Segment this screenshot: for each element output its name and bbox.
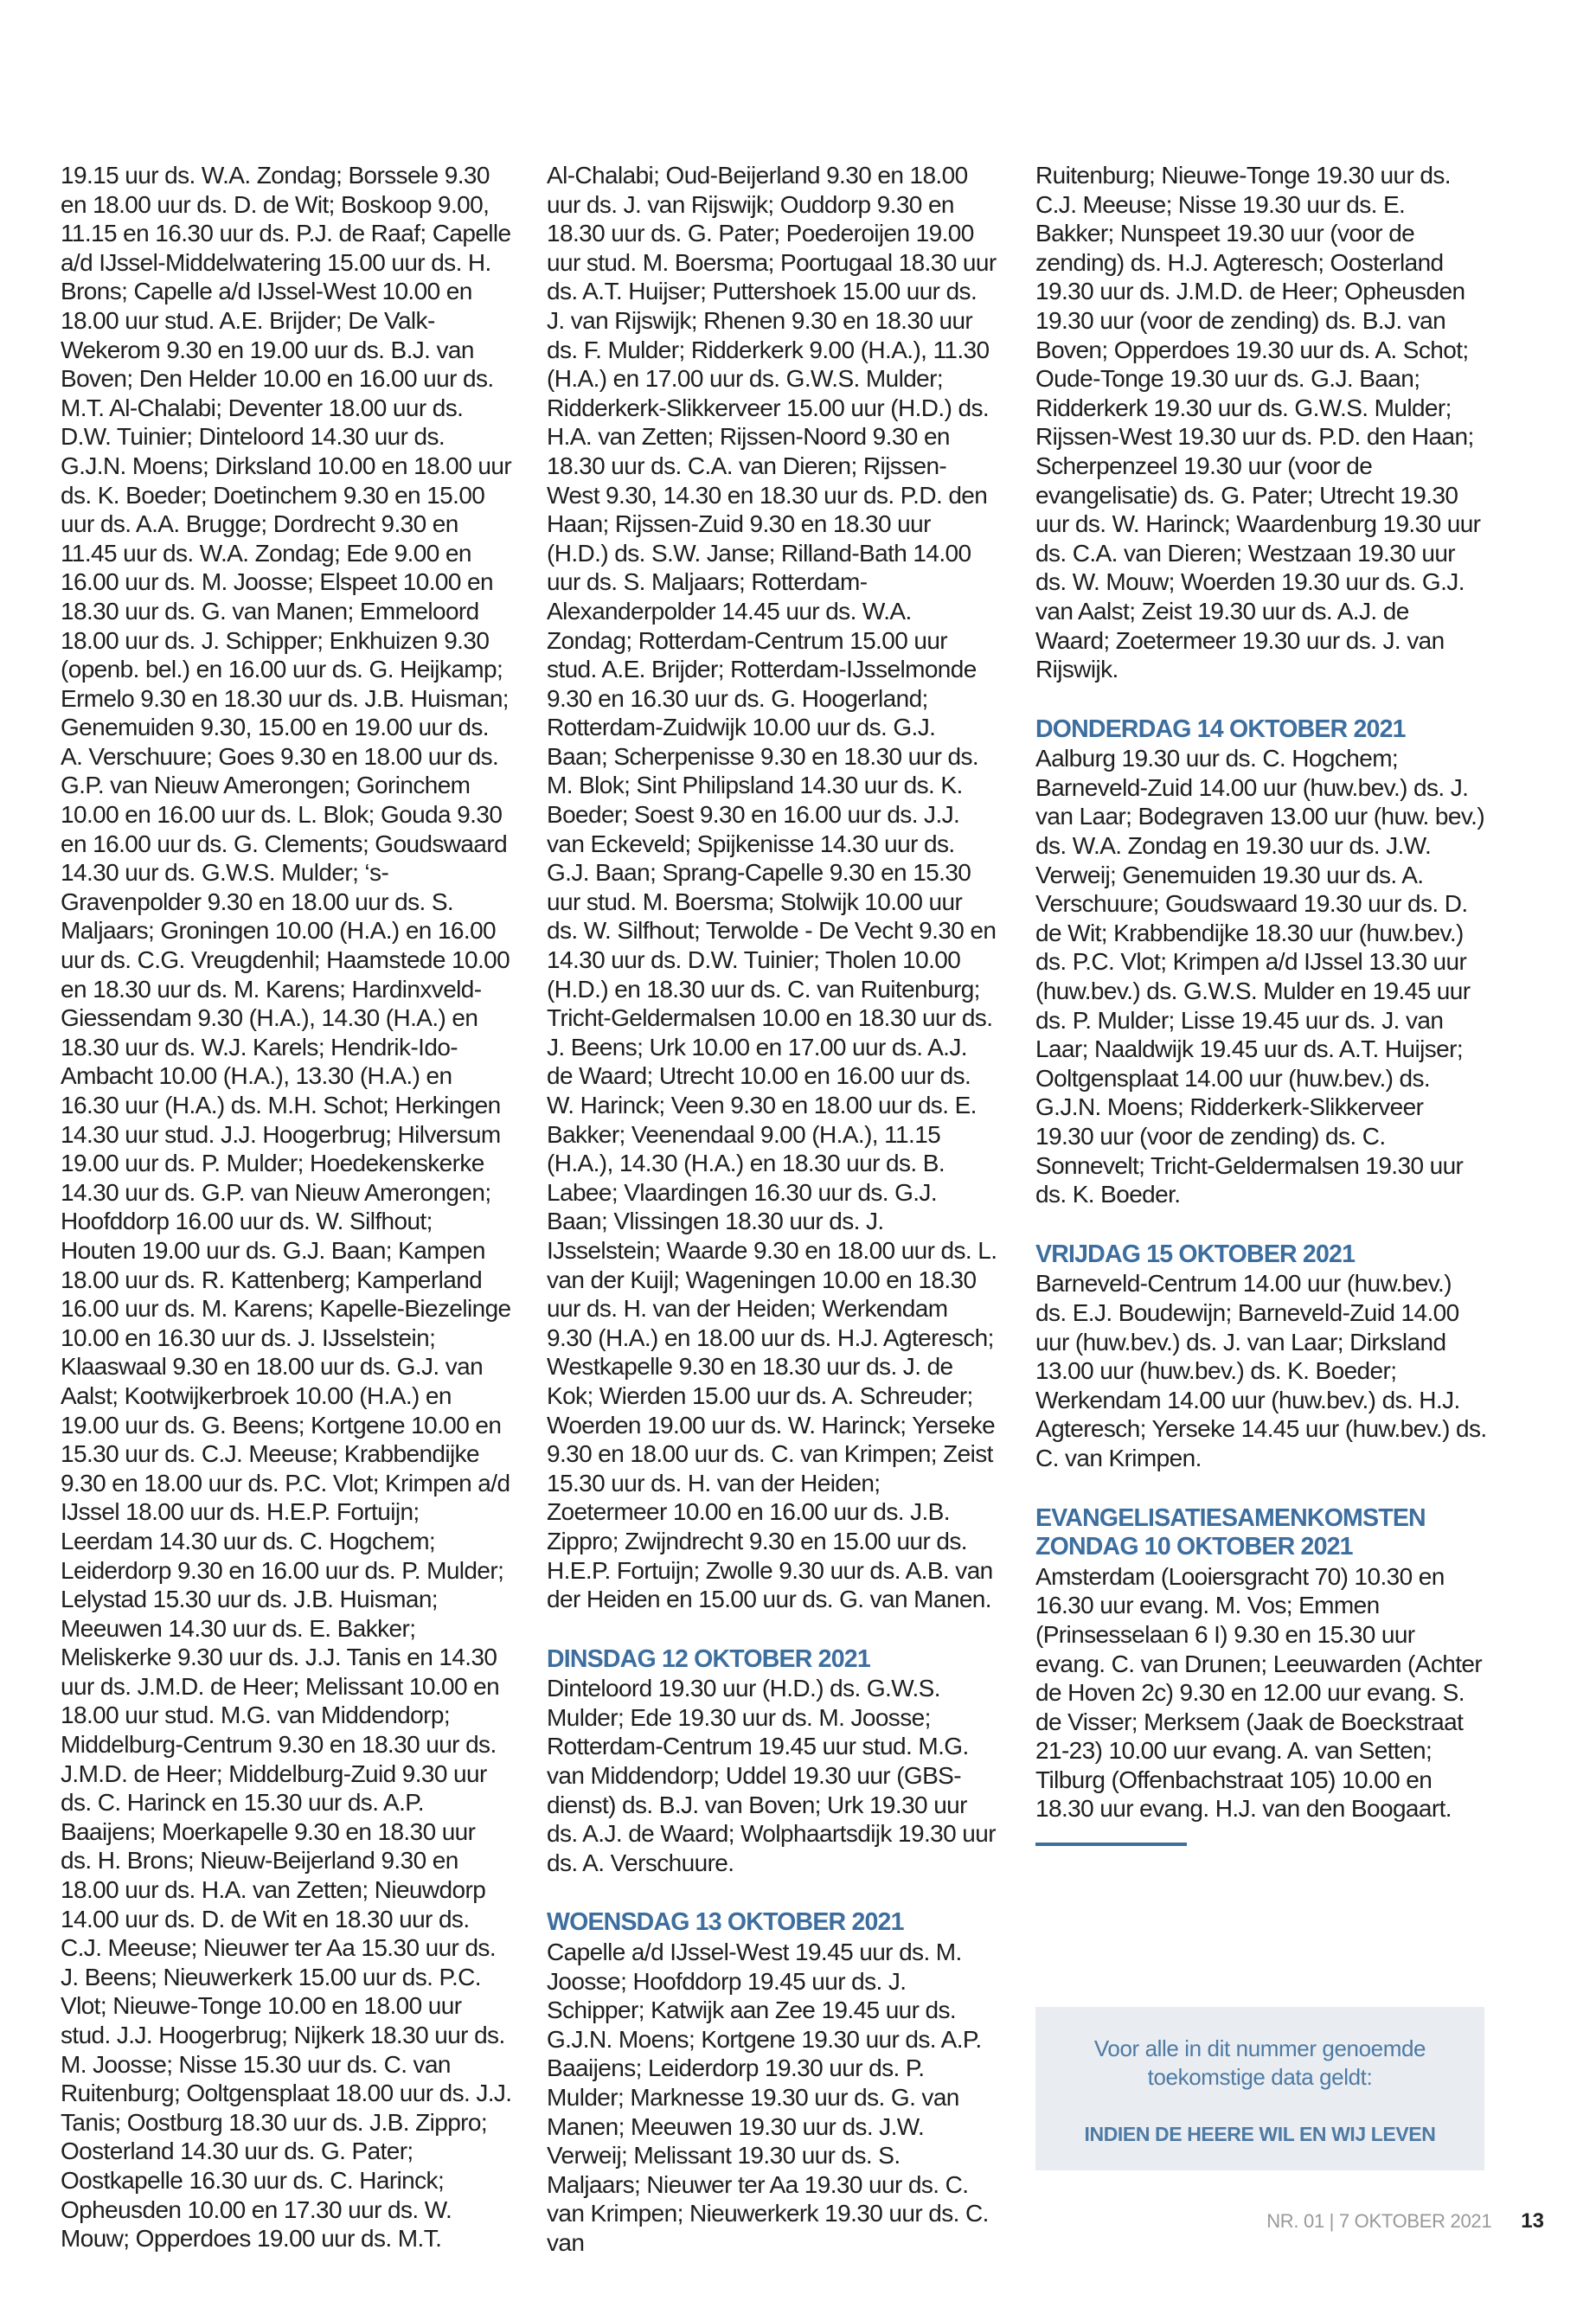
- dinsdag-text: Dinteloord 19.30 uur (H.D.) ds. G.W.S. Mulder; Ede 19.30 uur ds. M. Joosse; Rotterdam-Centrum 19.45 uur stud. M.G. van Middendorp; Uddel 19.30 uur (GBS-dienst) ds. B.J. van Boven; Urk 19.30 uur ds. A.J. de Waard; Wolphaartsdijk 19.30 uur ds. A. Verschuure.: [547, 1675, 996, 1876]
- heading-dinsdag: DINSDAG 12 OKTOBER 2021: [547, 1644, 870, 1673]
- heading-evangelisatie-line1: EVANGELISATIESAMENKOMSTEN: [1035, 1503, 1426, 1532]
- page-number: 13: [1521, 2209, 1544, 2233]
- heading-evangelisatie-line2: ZONDAG 10 OKTOBER 2021: [1035, 1533, 1353, 1561]
- donderdag-text: Aalburg 19.30 uur ds. C. Hogchem; Barneveld-Zuid 14.00 uur (huw.bev.) ds. J. van Laar; Bodegraven 13.00 uur (huw. bev.) ds. W.A. Zondag en 19.30 uur ds. J.W. Verweij; Genemuiden 19.30 uur ds. A. Verschuure; Goudswaard 19.30 uur ds. D. de Wit; Krabbendijke 18.30 uur (huw.bev.) ds. P.C. Vlot; Krimpen a/d IJssel 13.30 uur (huw.bev.) ds. G.W.S. Mulder en 19.45 uur ds. P. Mulder; Lisse 19.45 uur ds. J. van Laar; Naaldwijk 19.45 uur ds. A.T. Huijser; Ooltgensplaat 14.00 uur (huw.bev.) ds. G.J.N. Moens; Ridderkerk-Slikkerveer 19.30 uur (voor de zending) ds. C. Sonnevelt; Tricht-Geldermalsen 19.30 uur ds. K. Boeder.: [1035, 745, 1485, 1208]
- column-3: [1035, 161, 1487, 1846]
- note-line-1: Voor alle in dit nummer genoemde: [1093, 2035, 1426, 2061]
- woensdag-text-part1: Capelle a/d IJssel-West 19.45 uur ds. M. Joosse; Hoofddorp 19.45 uur ds. J. Schipper; Katwijk aan Zee 19.45 uur ds. G.J.N. Moens; Kortgene 19.30 uur ds. A.P. Baaijens; Leiderdorp 19.30 uur ds. P. Mulder; Marknesse 19.30 uur ds. G. van Manen; Meeuwen 19.30 uur ds. J.W. Verweij; Melissant 19.30 uur ds. S. Maljaars; Nieuwer ter Aa 19.30 uur ds. C. van Krimpen; Nieuwerkerk 19.30 uur ds. C. van: [547, 1939, 989, 2256]
- heading-vrijdag: VRIJDAG 15 OKTOBER 2021: [1035, 1240, 1356, 1268]
- section-end-rule: [1035, 1843, 1187, 1846]
- column-2: [547, 161, 998, 2258]
- issue-info: NR. 01 | 7 OKTOBER 2021: [1266, 2210, 1492, 2232]
- woensdag-text-part2: Ruitenburg; Nieuwe-Tonge 19.30 uur ds. C.J. Meeuse; Nisse 19.30 uur ds. E. Bakker; Nunspeet 19.30 uur (voor de zending) ds. H.J. Agteresch; Oosterland 19.30 uur ds. J.M.D. de Heer; Opheusden 19.30 uur (voor de zending) ds. B.J. van Boven; Opperdoes 19.30 uur ds. A. Schot; Oude-Tonge 19.30 uur ds. G.J. Baan; Ridderkerk 19.30 uur ds. G.W.S. Mulder; Rijssen-West 19.30 uur ds. P.D. den Haan; Scherpenzeel 19.30 uur (voor de evangelisatie) ds. G. Pater; Utrecht 19.30 uur ds. W. Harinck; Waardenburg 19.30 uur ds. C.A. van Dieren; Westzaan 19.30 uur ds. W. Mouw; Woerden 19.30 uur ds. G.J. van Aalst; Zeist 19.30 uur ds. A.J. de Waard; Zoetermeer 19.30 uur ds. J. van Rijswijk.: [1035, 162, 1481, 683]
- note-emphasis: INDIEN DE HEERE WIL EN WIJ LEVEN: [1084, 2123, 1436, 2145]
- heading-woensdag: WOENSDAG 13 OKTOBER 2021: [547, 1908, 904, 1937]
- sunday-services-text-part1: 19.15 uur ds. W.A. Zondag; Borssele 9.30 en 18.00 uur ds. D. de Wit; Boskoop 9.00, 11.15 en 16.30 uur ds. P.J. de Raaf; Capelle a/d IJssel-Middelwatering 15.00 uur ds. H. Brons; Capelle a/d IJssel-West 10.00 en 18.00 uur stud. A.E. Brijder; De Valk-Wekerom 9.30 en 19.00 uur ds. B.J. van Boven; Den Helder 10.00 en 16.00 uur ds. M.T. Al-Chalabi; Deventer 18.00 uur ds. D.W. Tuinier; Dinteloord 14.30 uur ds. G.J.N. Moens; Dirksland 10.00 en 18.00 uur ds. K. Boeder; Doetinchem 9.30 en 15.00 uur ds. A.A. Brugge; Dordrecht 9.30 en 11.45 uur ds. W.A. Zondag; Ede 9.00 en 16.00 uur ds. M. Joosse; Elspeet 10.00 en 18.30 uur ds. G. van Manen; Emmeloord 18.00 uur ds. J. Schipper; Enkhuizen 9.30 (openb. bel.) en 16.00 uur ds. G. Heijkamp; Ermelo 9.30 en 18.30 uur ds. J.B. Huisman; Genemuiden 9.30, 15.00 en 19.00 uur ds. A. Verschuure; Goes 9.30 en 18.00 uur ds. G.P. van Nieuw Amerongen; Gorinchem 10.00 en 16.00 uur ds. L. Blok; Gouda 9.30 en 16.00 uur ds. G. Clements; Goudswaard 14.30 uur ds. G.W.S. Mulder; ‘s-Gravenpolder 9.30 en 18.00 uur ds. S. Maljaars; Groningen 10.00 (H.A.) en 16.00 uur ds. C.G. Vreugdenhil; Haamstede 10.00 en 18.30 uur ds. M. Karens; Hardinxveld-Giessendam 9.30 (H.A.), 14.30 (H.A.) en 18.30 uur ds. W.J. Karels; Hendrik-Ido-Ambacht 10.00 (H.A.), 13.30 (H.A.) en 16.30 uur (H.A.) ds. M.H. Schot; Herkingen 14.30 uur stud. J.J. Hoogerbrug; Hilversum 19.00 uur ds. P. Mulder; Hoedekenskerke 14.30 uur ds. G.P. van Nieuw Amerongen; Hoofddorp 16.00 uur ds. W. Silfhout; Houten 19.00 uur ds. G.J. Baan; Kampen 18.00 uur ds. R. Kattenberg; Kamperland 16.00 uur ds. M. Karens; Kapelle-Biezelinge 10.00 en 16.30 uur ds. J. IJsselstein; Klaaswaal 9.30 en 18.00 uur ds. G.J. van Aalst; Kootwijkerbroek 10.00 (H.A.) en 19.00 uur ds. G. Beens; Kortgene 10.00 en 15.30 uur ds. C.J. Meeuse; Krabbendijke 9.30 en 18.00 uur ds. P.C. Vlot; Krimpen a/d IJssel 18.00 uur ds. H.E.P. Fortuijn; Leerdam 14.30 uur ds. C. Hogchem; Leiderdorp 9.30 en 16.00 uur ds. P. Mulder; Lelystad 15.30 uur ds. J.B. Huisman; Meeuwen 14.30 uur ds. E. Bakker; Meliskerke 9.30 uur ds. J.J. Tanis en 14.30 uur ds. J.M.D. de Heer; Melissant 10.00 en 18.00 uur stud. M.G. van Middendorp; Middelburg-Centrum 9.30 en 18.30 uur ds. J.M.D. de Heer; Middelburg-Zuid 9.30 uur ds. C. Harinck en 15.30 uur ds. A.P. Baaijens; Moerkapelle 9.30 en 18.30 uur ds. H. Brons; Nieuw-Beijerland 9.30 en 18.00 uur ds. H.A. van Zetten; Nieuwdorp 14.00 uur ds. D. de Wit en 18.30 uur ds. C.J. Meeuse; Nieuwer ter Aa 15.30 uur ds. J. Beens; Nieuwerkerk 15.00 uur ds. P.C. Vlot; Nieuwe-Tonge 10.00 en 18.00 uur stud. J.J. Hoogerbrug; Nijkerk 18.30 uur ds. M. Joosse; Nisse 15.30 uur ds. C. van Ruitenburg; Ooltgensplaat 18.00 uur ds. J.J. Tanis; Oostburg 18.30 uur ds. J.B. Zippro; Oosterland 14.30 uur ds. G. Pater; Oostkapelle 16.30 uur ds. C. Harinck; Opheusden 10.00 en 17.30 uur ds. W. Mouw; Opperdoes 19.00 uur ds. M.T.: [61, 162, 512, 2253]
- heading-donderdag: DONDERDAG 14 OKTOBER 2021: [1035, 715, 1406, 743]
- evangelisatie-text: Amsterdam (Looiersgracht 70) 10.30 en 16.30 uur evang. M. Vos; Emmen (Prinsesselaan 6 I) 9.30 en 15.30 uur evang. C. van Drunen; Leeuwarden (Achter de Hoven 2c) 9.30 en 12.00 uur evang. S. de Visser; Merksem (Jaak de Boeckstraat 21-23) 10.00 uur evang. A. van Setten; Tilburg (Offenbachstraat 105) 10.00 en 18.30 uur evang. H.J. van den Boogaart.: [1035, 1562, 1483, 1823]
- sunday-services-text-part2: Al-Chalabi; Oud-Beijerland 9.30 en 18.00 uur ds. J. van Rijswijk; Ouddorp 9.30 en 18.30 uur ds. G. Pater; Poederoijen 19.00 uur stud. M. Boersma; Poortugaal 18.30 uur ds. A.T. Huijser; Puttershoek 15.00 uur ds. J. van Rijswijk; Rhenen 9.30 en 18.30 uur ds. F. Mulder; Ridderkerk 9.00 (H.A.), 11.30 (H.A.) en 17.00 uur ds. G.W.S. Mulder; Ridderkerk-Slikkerveer 15.00 uur (H.D.) ds. H.A. van Zetten; Rijssen-Noord 9.30 en 18.30 uur ds. C.A. van Dieren; Rijssen-West 9.30, 14.30 en 18.30 uur ds. P.D. den Haan; Rijssen-Zuid 9.30 en 18.30 uur (H.D.) ds. S.W. Janse; Rilland-Bath 14.00 uur ds. S. Maljaars; Rotterdam-Alexanderpolder 14.45 uur ds. W.A. Zondag; Rotterdam-Centrum 15.00 uur stud. A.E. Brijder; Rotterdam-IJsselmonde 9.30 en 16.30 uur ds. G. Hoogerland; Rotterdam-Zuidwijk 10.00 uur ds. G.J. Baan; Scherpenisse 9.30 en 18.30 uur ds. M. Blok; Sint Philipsland 14.30 uur ds. K. Boeder; Soest 9.30 en 16.00 uur ds. J.J. van Eckeveld; Spijkenisse 14.30 uur ds. G.J. Baan; Sprang-Capelle 9.30 en 15.30 uur stud. M. Boersma; Stolwijk 10.00 uur ds. W. Silfhout; Terwolde - De Vecht 9.30 en 14.30 uur ds. D.W. Tuinier; Tholen 10.00 (H.D.) en 18.30 uur ds. C. van Ruitenburg; Tricht-Geldermalsen 10.00 en 18.30 uur ds. J. Beens; Urk 10.00 en 17.00 uur ds. A.J. de Waard; Utrecht 10.00 en 16.00 uur ds. W. Harinck; Veen 9.30 en 18.00 uur ds. E. Bakker; Veenendaal 9.00 (H.A.), 11.15 (H.A.), 14.30 (H.A.) en 18.30 uur ds. B. Labee; Vlaardingen 16.30 uur ds. G.J. Baan; Vlissingen 18.30 uur ds. J. IJsselstein; Waarde 9.30 en 18.00 uur ds. L. van der Kuijl; Wageningen 10.00 en 18.30 uur ds. H. van der Heiden; Werkendam 9.30 (H.A.) en 18.00 uur ds. H.J. Agteresch; Westkapelle 9.30 en 18.30 uur ds. J. de Kok; Wierden 15.00 uur ds. A. Schreuder; Woerden 19.00 uur ds. W. Harinck; Yerseke 9.30 en 18.00 uur ds. C. van Krimpen; Zeist 15.30 uur ds. H. van der Heiden; Zoetermeer 10.00 en 16.00 uur ds. J.B. Zippro; Zwijndrecht 9.30 en 15.00 uur ds. H.E.P. Fortuijn; Zwolle 9.30 uur ds. A.B. van der Heiden en 15.00 uur ds. G. van Manen.: [547, 162, 997, 1613]
- heading-evangelisatie: [1035, 1504, 1487, 1562]
- page-footer: [1266, 2209, 1544, 2234]
- note-box: [1035, 2007, 1484, 2170]
- column-1: [61, 161, 512, 2253]
- vrijdag-text: Barneveld-Centrum 14.00 uur (huw.bev.) ds. E.J. Boudewijn; Barneveld-Zuid 14.00 uur (huw.bev.) ds. J. van Laar; Dirksland 13.00 uur (huw.bev.) ds. K. Boeder; Werkendam 14.00 uur (huw.bev.) ds. H.J. Agteresch; Yerseke 14.45 uur (huw.bev.) ds. C. van Krimpen.: [1035, 1270, 1487, 1471]
- note-line-2: toekomstige data geldt:: [1147, 2064, 1373, 2090]
